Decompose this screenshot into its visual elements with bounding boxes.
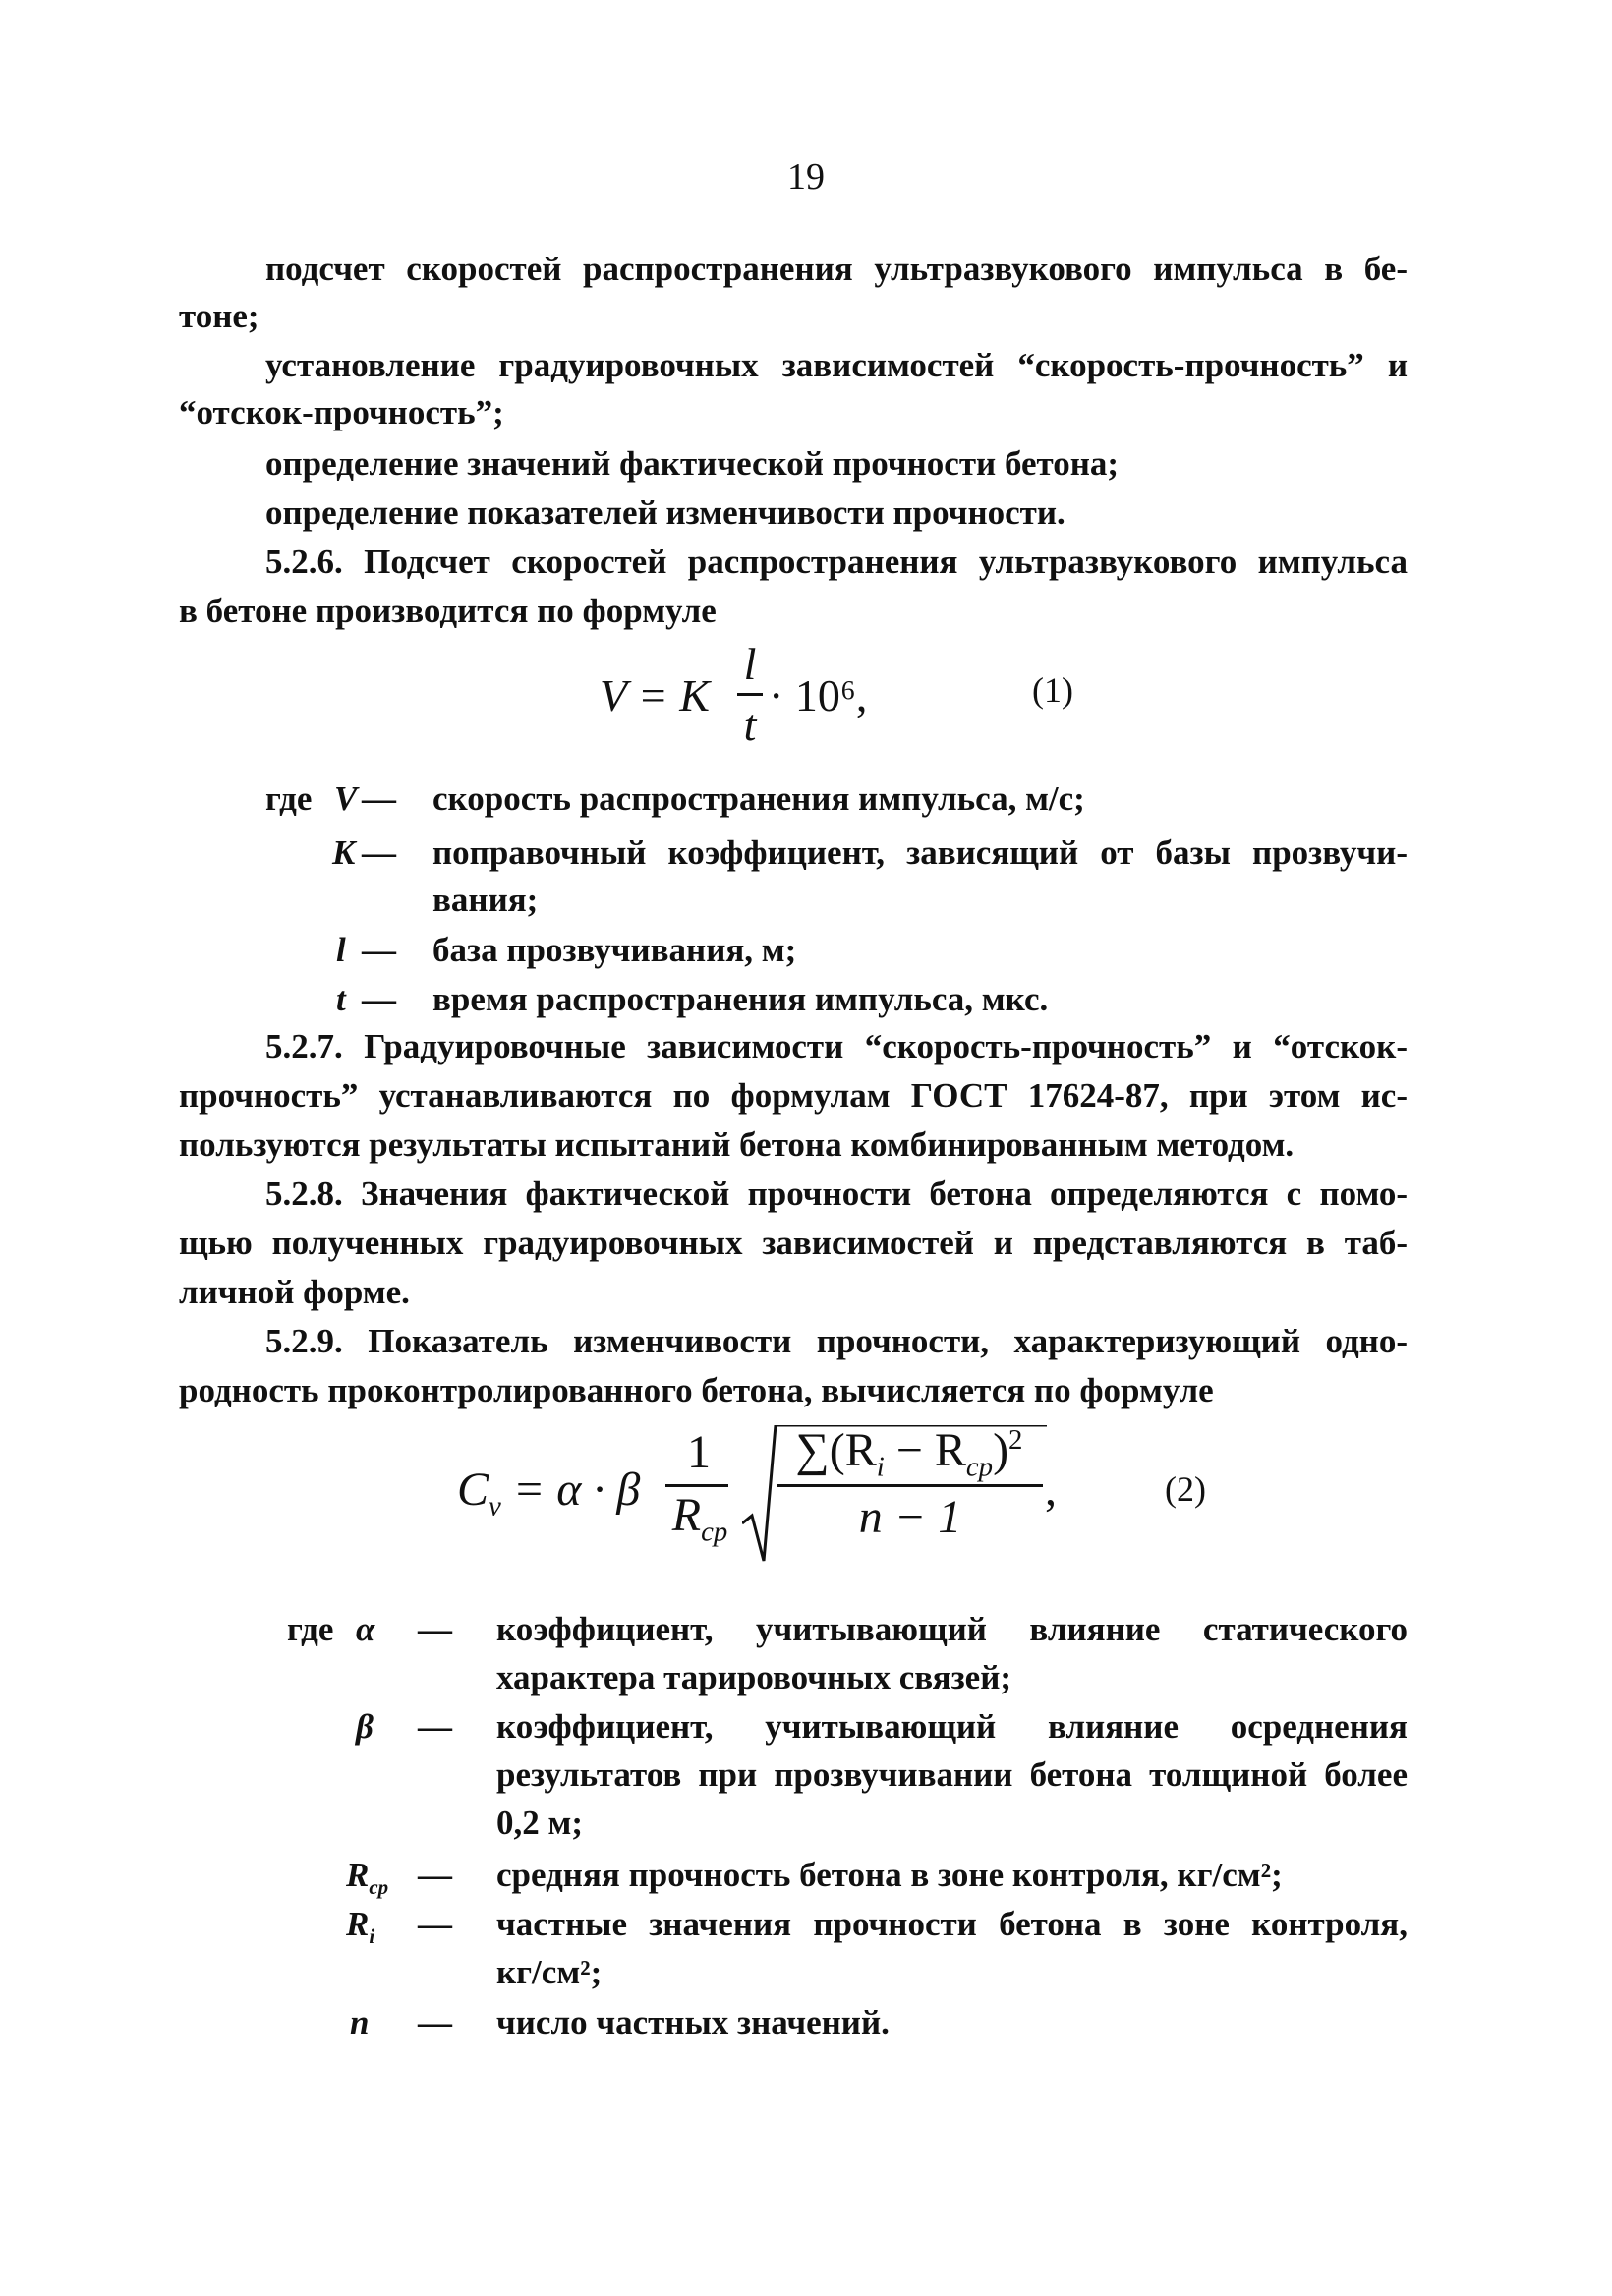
where-2-text-cont: 0,2 м; — [496, 1804, 583, 1842]
formula-1-lhs: V = K — [600, 670, 710, 720]
symbol-r: R — [346, 1856, 370, 1894]
where-2-dash: — — [418, 1856, 452, 1894]
symbol-r: R — [346, 1905, 370, 1943]
symbol-sub: i — [369, 1924, 375, 1948]
where-2-dash: — — [418, 1707, 452, 1746]
fraction-bar — [777, 1484, 1043, 1487]
sum-part: ∑(R — [795, 1424, 877, 1476]
page-number: 19 — [787, 156, 825, 198]
p529-line-2: родность проконтролированного бетона, вычисляется по формуле — [179, 1371, 1214, 1409]
where-1-symbol: t — [336, 980, 346, 1018]
where-2-symbol: n — [350, 2003, 370, 2041]
formula-2-comma: , — [1045, 1464, 1057, 1516]
where-1-dash: — — [362, 779, 396, 818]
formula-2-lhs-rest: = α · β — [500, 1464, 641, 1516]
where-1-text: время распространения импульса, мкс. — [432, 980, 1049, 1018]
where-1-text-cont: вания; — [432, 881, 539, 919]
formula-2-den — [665, 1488, 734, 1549]
p528-line-2: щью полученных градуировочных зависимостей и представляются в таб- — [179, 1224, 1408, 1262]
where-2-text-cont: результатов при прозвучивании бетона толщиной более — [496, 1755, 1408, 1794]
where-2-text: коэффициент, учитывающий влияние осреднения — [496, 1707, 1408, 1746]
where-2-dash: — — [418, 1610, 452, 1648]
sum-pow: 2 — [1008, 1424, 1023, 1456]
intro-line-3: установление градуировочных зависимостей “скорость-прочность” и — [265, 346, 1408, 384]
p526-line-1: 5.2.6. Подсчет скоростей распространения ультразвукового импульса — [265, 543, 1408, 581]
formula-2-lhs — [457, 1463, 640, 1523]
sum-cp: ср — [965, 1451, 994, 1483]
formula-2-sum — [781, 1423, 1037, 1484]
sum-mid: − R — [884, 1424, 966, 1476]
where-2-text: частные значения прочности бетона в зоне контроля, — [496, 1905, 1408, 1943]
intro-line-1: подсчет скоростей распространения ультразвукового импульса в бе- — [265, 250, 1408, 288]
formula-1-number: (1) — [1032, 670, 1073, 710]
p528-line-3: личной форме. — [179, 1273, 410, 1311]
intro-line-2: тоне; — [179, 297, 259, 335]
formula-2 — [457, 1425, 1243, 1582]
sum-i: i — [876, 1451, 885, 1483]
intro-line-4: “отскок-прочность”; — [179, 393, 504, 431]
formula-2-one: 1 — [687, 1426, 711, 1478]
p527-line-3: пользуются результаты испытаний бетона комбинированным методом. — [179, 1125, 1295, 1164]
where-2-dash: — — [418, 1905, 452, 1943]
where-1-dash: — — [362, 931, 396, 969]
sum-end: ) — [993, 1424, 1009, 1476]
where-1-symbol: V — [334, 779, 358, 818]
p527-line-1: 5.2.7. Градуировочные зависимости “скорость-прочность” и “отскок- — [265, 1027, 1408, 1065]
formula-1-denominator: t — [743, 700, 757, 750]
intro-line-5: определение значений фактической прочности бетона; — [265, 444, 1120, 483]
formula-2-c: C — [457, 1464, 489, 1516]
formula-2-c-sub: v — [489, 1490, 501, 1522]
formula-2-sqrt-den: n − 1 — [858, 1491, 962, 1543]
formula-2-r-sub: ср — [701, 1516, 728, 1548]
where-2-text: число частных значений. — [496, 2003, 890, 2041]
formula-2-r: R — [671, 1489, 702, 1541]
where-2-gde: где — [287, 1610, 334, 1648]
where-2-text-cont: кг/см²; — [496, 1953, 603, 1991]
p529-line-1: 5.2.9. Показатель изменчивости прочности, характеризующий одно- — [265, 1322, 1408, 1360]
where-1-text: поправочный коэффициент, зависящий от базы прозвучи- — [432, 833, 1408, 872]
fraction-bar — [737, 693, 763, 696]
where-2-dash: — — [418, 2003, 452, 2041]
where-1-dash: — — [362, 833, 396, 872]
where-2-symbol — [346, 1902, 374, 1959]
p526-line-2: в бетоне производится по формуле — [179, 592, 717, 630]
where-1-text: база прозвучивания, м; — [432, 931, 797, 969]
where-1-text: скорость распространения импульса, м/с; — [432, 779, 1085, 818]
p528-line-1: 5.2.8. Значения фактической прочности бетона определяются с помо- — [265, 1175, 1408, 1213]
intro-line-6: определение показателей изменчивости прочности. — [265, 493, 1065, 532]
where-2-symbol: α — [356, 1610, 375, 1648]
symbol-sub: ср — [369, 1875, 389, 1899]
formula-1-rhs: · 10⁶, — [769, 670, 868, 720]
formula-2-number: (2) — [1165, 1469, 1206, 1509]
where-2-text: коэффициент, учитывающий влияние статического — [496, 1610, 1408, 1648]
p527-line-2: прочность” устанавливаются по формулам ГОСТ 17624-87, при этом ис- — [179, 1076, 1408, 1115]
formula-1 — [600, 639, 1091, 762]
where-1-symbol: l — [336, 931, 346, 969]
where-2-text-cont: характера тарировочных связей; — [496, 1658, 1012, 1696]
where-2-text: средняя прочность бетона в зоне контроля, кг/см²; — [496, 1856, 1283, 1894]
where-2-symbol: β — [356, 1707, 374, 1746]
fraction-bar — [665, 1484, 728, 1487]
formula-1-numerator: l — [743, 639, 757, 689]
where-1-dash: — — [362, 980, 396, 1018]
where-1-symbol: K — [332, 833, 356, 872]
where-1-gde: где — [265, 779, 313, 818]
